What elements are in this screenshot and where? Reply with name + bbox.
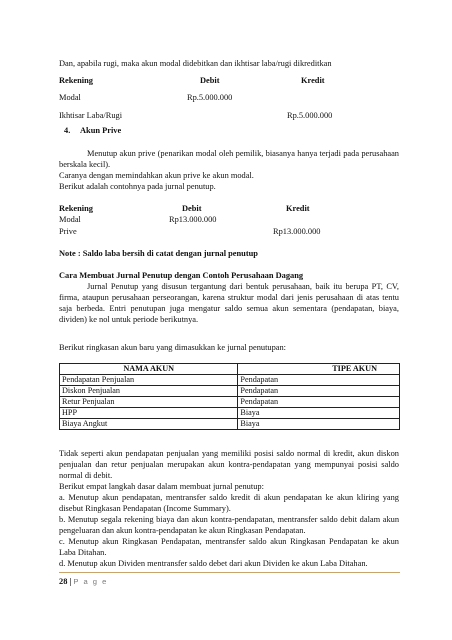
closing-para: Tidak seperti akun pendapatan penjualan yang memiliki posisi saldo normal di kredit, akun diskon penjualan dan retur penjualan merupakan akun kontra-pendapatan yang mempunyai posisi saldo normal di debit. <box>59 449 399 480</box>
header-nama-akun: NAMA AKUN <box>60 364 238 375</box>
journal1-row2-account: Ikhtisar Laba/Rugi <box>59 111 123 120</box>
page-number: 28 <box>59 577 68 586</box>
table-row <box>60 386 400 397</box>
table-header-row <box>60 364 400 375</box>
journal1-row1-debit: Rp.5.000.000 <box>187 93 233 102</box>
journal2-row1-debit: Rp13.000.000 <box>169 215 217 224</box>
intro-line: Dan, apabila rugi, maka akun modal didebitkan dan ikhtisar laba/rugi dikreditkan <box>59 59 332 68</box>
account-type-cell: Biaya <box>238 408 400 419</box>
section4-title: Akun Prive <box>80 126 122 135</box>
journal2-row2-credit: Rp13.000.000 <box>273 227 321 236</box>
account-type-cell: Biaya <box>238 419 400 430</box>
section4-para3: Berikut adalah contohnya pada jurnal penutup. <box>59 182 216 191</box>
section4-para1: Menutup akun prive (penarikan modal oleh pemilik, biasanya hanya terjadi pada perusahaan berskala kecil). <box>59 149 399 169</box>
account-type-cell: Pendapatan <box>238 386 400 397</box>
journal1-row1-account: Modal <box>59 93 81 102</box>
account-type-cell: Pendapatan <box>238 397 400 408</box>
table-row <box>60 397 400 408</box>
steps-intro: Berikut empat langkah dasar dalam membuat jurnal penutup: <box>59 482 264 491</box>
summary-intro: Berikut ringkasan akun baru yang dimasukkan ke jurnal penutupan: <box>59 343 286 352</box>
footer-divider <box>59 572 400 573</box>
journal2-header-account: Rekening <box>59 204 93 213</box>
journal1-header-credit: Kredit <box>301 76 325 85</box>
page-footer <box>59 576 108 587</box>
table-row <box>60 375 400 386</box>
howto-title: Cara Membuat Jurnal Penutup dengan Contoh Perusahaan Dagang <box>59 271 304 280</box>
journal2-header-credit: Kredit <box>286 204 310 213</box>
section4-number: 4. <box>64 126 71 135</box>
page-word: P a g e <box>73 577 108 586</box>
page-separator: | <box>69 577 72 586</box>
journal1-header-account: Rekening <box>59 76 93 85</box>
journal2-row1-account: Modal <box>59 215 81 224</box>
step-a: a. Menutup akun pendapatan, mentransfer saldo kredit di akun pendapatan ke akun kliring yang disebut Ringkasan Pendapatan (Income Summary). <box>59 493 399 513</box>
account-type-cell: Pendapatan <box>238 375 400 386</box>
section4-para2: Caranya dengan memindahkan akun prive ke akun modal. <box>59 171 254 180</box>
table-row <box>60 419 400 430</box>
table-row <box>60 408 400 419</box>
account-name-cell: Diskon Penjualan <box>60 386 238 397</box>
account-name-cell: Pendapatan Penjualan <box>60 375 238 386</box>
account-name-cell: Biaya Angkut <box>60 419 238 430</box>
step-c: c. Menutup akun Ringkasan Pendapatan, mentransfer saldo akun Ringkasan Pendapatan ke akun Laba Ditahan. <box>59 537 399 557</box>
header-tipe-akun: TIPE AKUN <box>238 364 400 375</box>
account-name-cell: HPP <box>60 408 238 419</box>
journal2-header-debit: Debit <box>182 204 202 213</box>
step-d: d. Menutup akun Dividen mentransfer saldo debet dari akun Dividen ke akun Laba Ditahan. <box>59 559 368 568</box>
note-text: Note : Saldo laba bersih di catat dengan jurnal penutup <box>59 249 258 258</box>
account-name-cell: Retur Penjualan <box>60 397 238 408</box>
journal1-row2-credit: Rp.5.000.000 <box>287 111 333 120</box>
howto-para: Jurnal Penutup yang disusun tergantung dari bentuk perusahaan, baik itu berupa PT, CV, firma, ataupun perusahaan perseorangan, karena struktur modal dari jenis perusahaan di atas tentu saja berbeda. Entri penutupan juga mengatur saldo semua akun sementara (pendapatan, biaya, dividen) ke nol untuk periode berikutnya. <box>59 282 399 324</box>
step-b: b. Menutup segala rekening biaya dan akun kontra-pendapatan, mentransfer saldo debit dalam akun pengeluaran dan akun kontra-pendapatan ke akun Ringkasan Pendapatan. <box>59 515 399 535</box>
accounts-table <box>59 363 400 430</box>
journal2-row2-account: Prive <box>59 227 77 236</box>
journal1-header-debit: Debit <box>200 76 220 85</box>
